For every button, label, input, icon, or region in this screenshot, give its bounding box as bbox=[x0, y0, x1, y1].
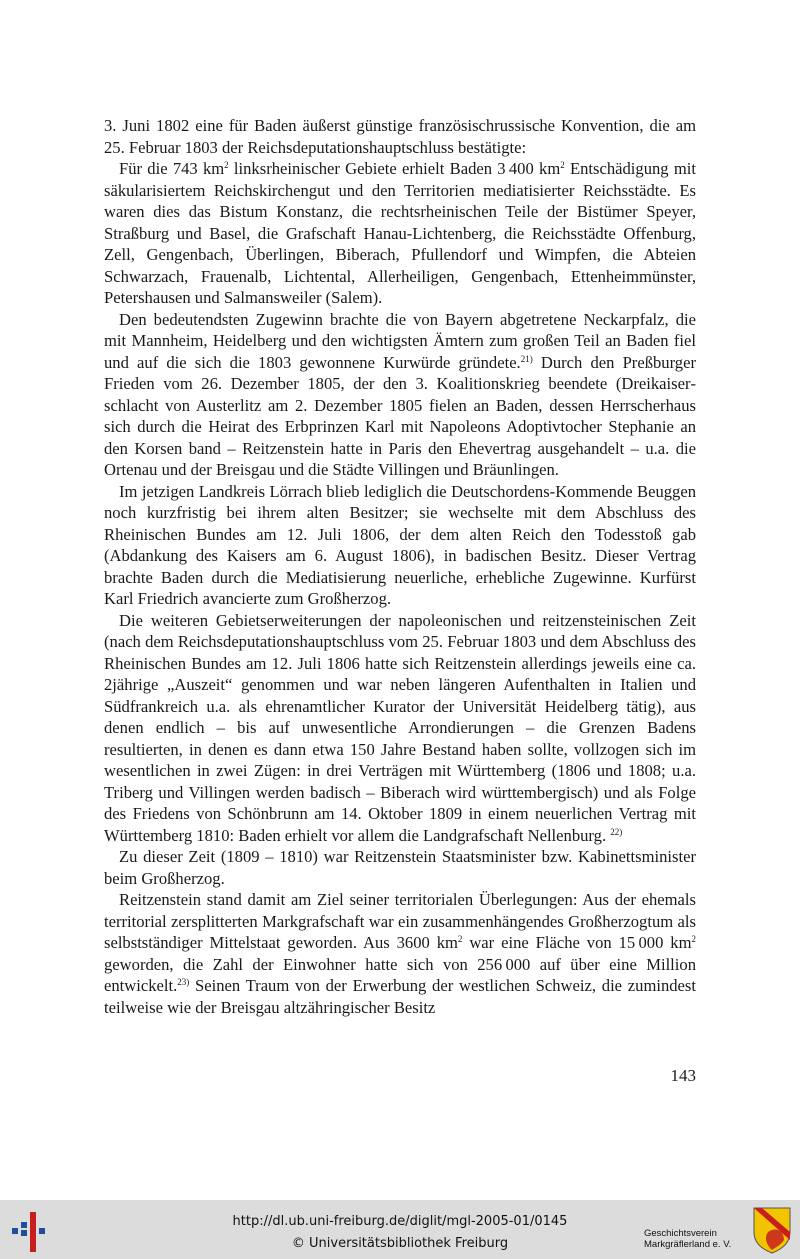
footnote-ref: 2 bbox=[224, 160, 229, 170]
paragraph bbox=[104, 846, 696, 889]
paragraph bbox=[104, 889, 696, 1018]
paragraph-text: 3. Juni 1802 eine für Baden äußerst günstige französischrussische Konvention, die am 25. Februar 1803 der Reichsdeputationshauptschluss bestätigte: bbox=[104, 116, 696, 157]
main-text bbox=[104, 115, 696, 1018]
paragraph-text: Die weiteren Gebietserweiterungen der napoleonischen und reitzensteinischen Zeit (nach dem Reichsdeputationshauptschluss vom 25. Februar 1803 und dem Abschluss des Rheinischen Bundes am 12. Juli 1806 hatte sich Reitzenstein allerdings jeweils eine ca. 2jährige „Auszeit“ genommen und war neben längeren Aufenthalten in Italien und Südfrankreich u.a. als ehrenamtlicher Kurator der Universität Heidelberg tätig), aus denen endlich – bis auf unwesentliche Arrondierungen – die Grenzen Badens resultierten, in denen es dann etwa 150 Jahre Bestand haben sollte, vollzogen sich im wesentlichen in zwei Zügen: in drei Verträgen mit Württemberg (1806 und 1808; u.a. Triberg und Villingen werden badisch – Biberach wird württembergisch) und als Folge des Friedens von Schönbrunn am 14. Oktober 1809 in einem neuerlichen Vertrag mit Württemberg 1810: Baden erhielt vor allem die Landgrafschaft Nellenburg. bbox=[104, 610, 696, 845]
paragraph-text: Seinen Traum von der Erwerbung der westlichen Schweiz, die zumindest teilweise wie der Breisgau altzähringischer Besitz bbox=[104, 976, 696, 1017]
footer-url[interactable]: http://dl.ub.uni-freiburg.de/diglit/mgl-2005-01/0145 bbox=[232, 1214, 568, 1229]
paragraph-text: Den bedeutendsten Zugewinn brachte die von Bayern abgetretene Neckarpfalz, die mit Mannheim, Heidelberg und den wichtigsten Ämtern zum großen Teil an Baden fiel und auf die sich die 1803 gewonnene Kurwürde gründete. bbox=[104, 309, 696, 372]
society-line-2: Markgräflerland e. V. bbox=[644, 1239, 732, 1250]
paragraph-text: war eine Fläche von 15 000 km bbox=[462, 933, 692, 952]
footnote-ref: 22) bbox=[610, 826, 623, 837]
society-line-1: Geschichtsverein bbox=[644, 1228, 717, 1239]
paragraph-text: geworden, die Zahl der Einwohner hatte sich von 256 000 auf über eine Million entwickelt. bbox=[104, 954, 696, 995]
paragraph-text: Durch den Preßburger Frieden vom 26. Dezember 1805, der den 3. Koalitionskrieg beendete (Dreikaiserschlacht von Austerlitz am 2. Dezember 1805 fielen an Baden, dessen Herrscherhaus sich durch die Heirat des Erbprinzen Karl mit Napoleons Adoptivtocher Stephanie an den Korsen band – Reitzenstein hatte in Paris den Ehevertrag ausgehandelt – u.a. die Ortenau und der Breisgau und die Städte Villingen und Bräunlingen. bbox=[104, 352, 696, 479]
footer-bar bbox=[0, 1200, 800, 1259]
page-number: 143 bbox=[670, 1066, 696, 1085]
footer-copyright: © Universitätsbibliothek Freiburg bbox=[291, 1236, 509, 1251]
paragraph bbox=[104, 610, 696, 847]
footnote-ref: 2 bbox=[457, 934, 463, 944]
paragraph-text: Zu dieser Zeit (1809 – 1810) war Reitzenstein Staatsminister bzw. Kabinettsminister beim Großherzog. bbox=[104, 847, 696, 888]
paragraph bbox=[104, 115, 696, 158]
paragraph bbox=[104, 158, 696, 309]
footnote-ref: 2 bbox=[560, 160, 565, 170]
paragraph-text: Entschädigung mit säkularisiertem Reichskirchengut und den Territorien mediatisierter Reichsstädte. Es waren dies das Bistum Konstanz, die rechtsrheinischen Teile der Bistümer Speyer, Straßburg und Basel, die Grafschaft Hanau-Lichtenberg, die Reichsstädte Offenburg, Zell, Gengenbach, Überlingen, Biberach, Pfullendorf und Wimpfen, die Abteien Schwarzach, Frauenalb, Lichtental, Allerheiligen, Gengenbach, Ettenheimmünster, Petershausen und Salmansweiler (Salem). bbox=[104, 159, 696, 307]
paragraph-text: Reitzenstein stand damit am Ziel seiner territorialen Überlegungen: Aus der ehemals territorial zersplitterten Markgrafschaft war ein zusammenhängendes Großherzogtum als selbstständiger Mittelstaat geworden. Aus 3600 km bbox=[104, 890, 696, 952]
society-name bbox=[644, 1228, 731, 1250]
paragraph-text: Im jetzigen Landkreis Lörrach blieb lediglich die Deutschordens-Kommende Beuggen noch kurzfristig bei ihrem alten Besitzer; sie wechselte mit dem Abschluss des Rheinischen Bundes am 12. Juli 1806, der dem alten Reich den Todesstoß gab (Abdankung des Kaisers am 6. August 1806), in badischen Besitz. Dieser Vertrag brachte Baden durch die Mediatisierung neuerliche, erhebliche Zugewinne. Kurfürst Karl Friedrich avancierte zum Großherzog. bbox=[104, 481, 696, 608]
footnote-ref: 21) bbox=[520, 353, 533, 364]
coat-of-arms-icon bbox=[752, 1206, 792, 1254]
paragraph-text: linksrheinischer Gebiete erhielt Baden 3 400 km bbox=[228, 159, 561, 178]
paragraph bbox=[104, 309, 696, 481]
footnote-ref: 23) bbox=[177, 977, 190, 987]
footnote-ref: 2 bbox=[691, 934, 696, 944]
paragraph-text: Für die 743 km bbox=[119, 159, 225, 178]
paragraph bbox=[104, 481, 696, 610]
